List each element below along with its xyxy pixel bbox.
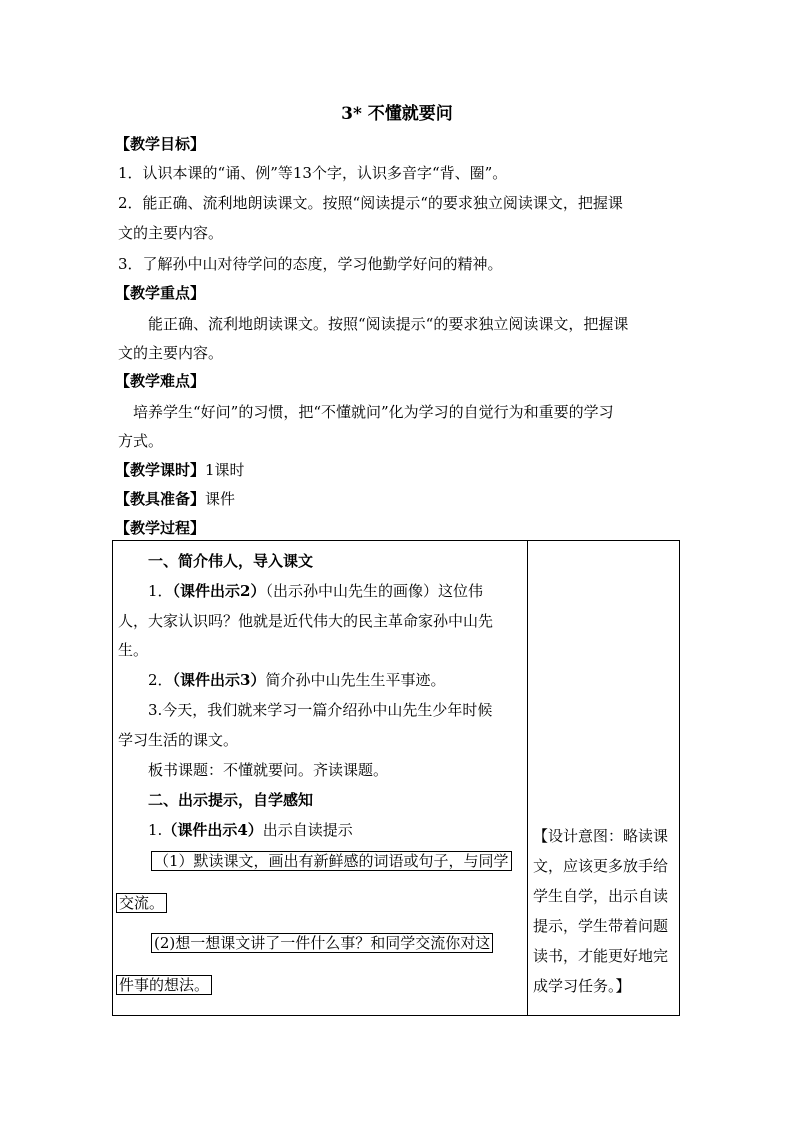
difficulties-line-1: 培养学生“好问”的习惯，把“不懂就问”化为学习的自觉行为和重要的学习 [133, 403, 614, 421]
section-1-title: 一、简介伟人，导入课文 [148, 552, 314, 570]
step-2-line [148, 670, 446, 690]
section-2-title: 二、出示提示，自学感知 [148, 791, 314, 809]
tip-2-box-1: (2)想一想课文讲了一件什么事？和同学交流你对这 [151, 933, 493, 953]
step-3-line-1: 3.今天，我们就来学习一篇介绍孙中山先生少年时候 [148, 701, 493, 719]
key-points-heading: 【教学重点】 [115, 284, 206, 302]
objective-2-cont: 文的主要内容。 [118, 224, 224, 242]
step-2-courseware: （课件出示3） [172, 671, 266, 689]
key-points-line-1: 能正确、流利地朗读课文。按照“阅读提示“的要求独立阅读课文，把握课 [148, 315, 629, 333]
page-title: 3* 不懂就要问 [341, 104, 453, 124]
table-column-divider [527, 540, 528, 1016]
objective-3: 3．了解孙中山对待学问的态度，学习他勤学好问的精神。 [118, 255, 503, 273]
tip-1-line-2 [116, 893, 167, 913]
design-note-line-6: 成学习任务。】 [533, 977, 631, 995]
prep-value: 课件 [205, 490, 236, 508]
step-1-line-3: 生。 [118, 641, 149, 659]
step-5-text: 出示自读提示 [262, 821, 353, 839]
objectives-heading: 【教学目标】 [115, 135, 206, 153]
design-note-line-5: 读书，才能更好地完 [533, 947, 669, 965]
step-5-number: 1. [148, 821, 163, 839]
design-note-line-2: 文，应该更多放手给 [533, 857, 669, 875]
tip-1-box-1: （1）默读课文，画出有新鲜感的词语或句子，与同学 [151, 851, 512, 871]
objective-1: 1．认识本课的“诵、例”等13个字，认识多音字“背、圈”。 [118, 164, 508, 182]
step-3-line-2: 学习生活的课文。 [118, 731, 239, 749]
step-1-text: （出示孙中山先生的画像）这位伟 [265, 582, 484, 600]
prep-heading: 【教具准备】 [115, 490, 206, 508]
process-heading: 【教学过程】 [115, 519, 206, 537]
period-row [115, 460, 245, 480]
difficulties-line-2: 方式。 [118, 432, 164, 450]
period-value: 1课时 [205, 461, 245, 479]
objective-2: 2．能正确、流利地朗读课文。按照“阅读提示“的要求独立阅读课文，把握课 [118, 194, 623, 212]
design-note-line-4: 提示，学生带着问题 [533, 917, 669, 935]
tip-1-line-1 [151, 851, 512, 871]
key-points-line-2: 文的主要内容。 [118, 344, 224, 362]
design-note-line-3: 学生自学，出示自读 [533, 887, 669, 905]
tip-2-box-2: 件事的想法。 [116, 975, 212, 995]
tip-1-box-2: 交流。 [116, 893, 167, 913]
step-2-number: 2． [148, 671, 173, 689]
step-5-line [148, 820, 353, 840]
step-4-line: 板书课题：不懂就要问。齐读课题。 [148, 761, 389, 779]
step-1-line-1 [148, 581, 483, 601]
step-1-number: 1． [148, 582, 173, 600]
difficulties-heading: 【教学难点】 [115, 372, 206, 390]
step-2-text: 简介孙中山先生生平事迹。 [265, 671, 446, 689]
period-heading: 【教学课时】 [115, 461, 206, 479]
step-5-courseware: （课件出示4） [162, 821, 263, 839]
step-1-courseware: （课件出示2） [172, 582, 266, 600]
design-note-line-1: 【设计意图：略读课 [533, 827, 669, 845]
step-1-line-2: 人，大家认识吗？他就是近代伟大的民主革命家孙中山先 [118, 612, 494, 630]
prep-row [115, 489, 235, 509]
tip-2-line-2 [116, 975, 212, 995]
tip-2-line-1 [151, 933, 493, 953]
